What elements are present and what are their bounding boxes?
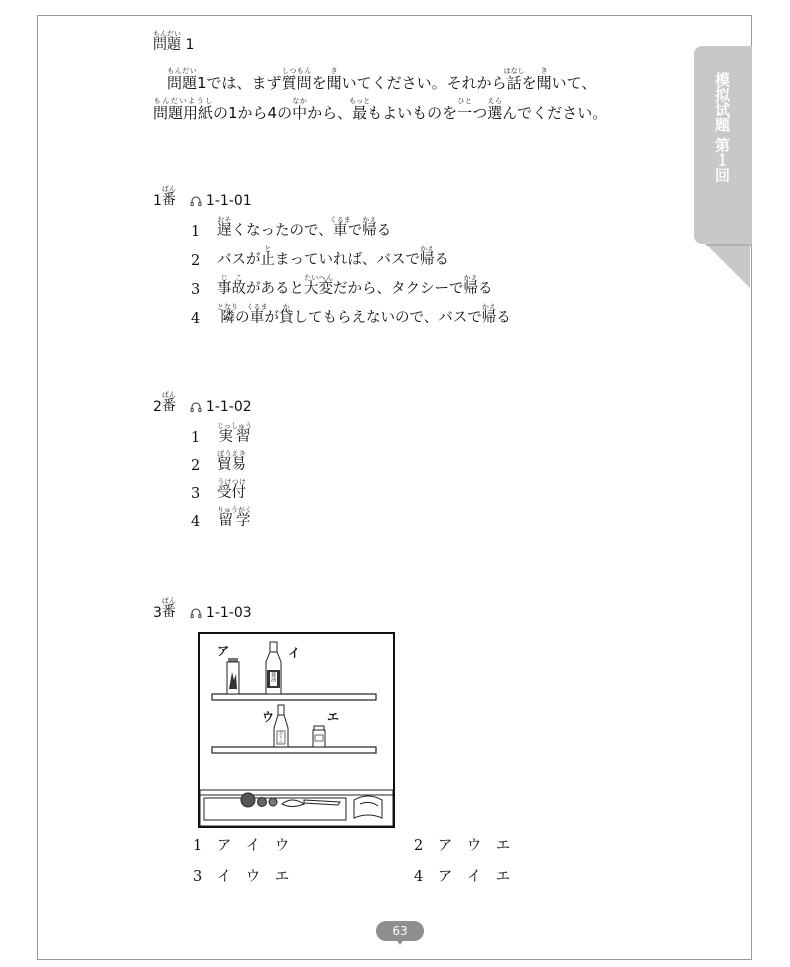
choice-item[interactable] <box>191 240 511 269</box>
ruby-word: 隣となり <box>217 303 238 326</box>
text-segment: まっていれば、バスで <box>275 252 420 268</box>
question-1-header <box>153 185 252 209</box>
choice-text <box>217 303 511 327</box>
choice-item[interactable] <box>191 446 252 474</box>
text-segment: から、 <box>307 104 353 122</box>
choice-item[interactable] <box>191 474 252 502</box>
text-segment: つ <box>472 104 488 122</box>
text-segment: んでください。 <box>502 104 608 122</box>
ruby-word: 選えら <box>487 97 503 122</box>
label-i: イ <box>288 646 301 660</box>
page-number-tail <box>396 939 404 945</box>
bottle-i-label: 醤油 <box>270 672 276 682</box>
ruby-word: 最もっと <box>349 97 371 122</box>
option-4[interactable]: 4 ア イ エ <box>414 869 511 885</box>
ruby-word: 帰かえ <box>481 303 497 326</box>
option-2[interactable]: 2 ア ウ エ <box>414 838 511 854</box>
text-segment: だから、タクシーで <box>333 281 464 297</box>
vegetable-slice <box>241 793 255 807</box>
question-2-choices <box>191 418 252 530</box>
text-segment: くなったので、 <box>231 223 333 239</box>
headphone-icon <box>190 195 202 207</box>
audio-track[interactable] <box>190 193 252 209</box>
ban-ruby: 番ばん <box>161 391 176 414</box>
text-segment: の1から4の <box>213 104 293 122</box>
choice-item[interactable] <box>191 418 252 446</box>
ruby-word: 一ひと <box>457 97 473 122</box>
ruby-word: 受付うけつけ <box>217 478 246 501</box>
choice-item[interactable] <box>191 298 511 327</box>
question-2-header <box>153 391 252 415</box>
choice-number: 4 <box>191 514 201 530</box>
heading-ruby: 問題もんだい <box>153 30 181 53</box>
question-number: 3 <box>153 605 162 621</box>
ruby-word: 問題用紙もんだいようし <box>153 97 214 122</box>
ruby-word: 貸か <box>279 303 294 326</box>
ruby-word: 遅おそ <box>217 216 232 239</box>
track-id: 1-1-03 <box>205 605 252 621</box>
ruby-word: 中なか <box>292 97 308 122</box>
bottle-u-label: みりん <box>279 731 284 743</box>
text-segment: があると <box>246 281 304 297</box>
text-segment: もよいものを <box>367 104 458 122</box>
text-segment: る <box>478 281 493 297</box>
side-tab-label: 模拟试题 第１回 <box>713 72 731 183</box>
bottle-a <box>227 658 239 694</box>
choice-text <box>217 274 493 298</box>
text-segment: してもらえないので、バスで <box>293 310 482 326</box>
text-segment: 1では、まず <box>197 74 282 92</box>
text-segment: バスが <box>217 252 261 268</box>
ruby-word: 実習じっしゅう <box>217 422 252 445</box>
choice-text <box>217 506 252 530</box>
headphone-icon <box>190 401 202 413</box>
track-id: 1-1-02 <box>205 399 252 415</box>
choice-number: 3 <box>191 486 201 502</box>
choice-number: 2 <box>191 458 201 474</box>
text-segment: の <box>235 310 250 326</box>
ruby-word: 帰かえ <box>420 245 435 268</box>
ruby-word: 車くるま <box>329 216 351 239</box>
text-segment: る <box>496 310 511 326</box>
choice-number: 1 <box>191 430 201 446</box>
ruby-word: 聞き <box>326 67 342 92</box>
choice-text <box>217 245 449 269</box>
choice-item[interactable] <box>191 211 511 240</box>
choice-text <box>217 478 246 502</box>
ruby-word: 聞き <box>536 67 552 92</box>
ban-ruby: 番ばん <box>161 597 176 620</box>
question-3-header <box>153 597 252 621</box>
question-number: 1 <box>153 193 162 209</box>
instructions-line-1 <box>153 67 698 97</box>
cloth <box>354 796 382 818</box>
ruby-word: 車くるま <box>246 303 268 326</box>
text-segment: を <box>521 74 537 92</box>
choice-text <box>217 216 391 240</box>
instructions-line-2 <box>153 97 698 127</box>
ruby-word: 止と <box>260 245 275 268</box>
choice-item[interactable] <box>191 502 252 530</box>
text-segment: を <box>311 74 327 92</box>
choice-number: 1 <box>191 224 201 240</box>
section-heading <box>153 30 194 54</box>
text-segment: で <box>347 223 363 239</box>
ban-ruby: 番ばん <box>161 185 176 208</box>
jar-e <box>313 726 325 747</box>
text-segment: が <box>264 310 279 326</box>
text-segment: いてください。それから <box>341 74 507 92</box>
ruby-word: 帰かえ <box>362 216 377 239</box>
question-1-choices <box>191 211 511 327</box>
choice-item[interactable] <box>191 269 511 298</box>
label-u: ウ <box>262 710 275 724</box>
ruby-word: 貿易ぼうえき <box>217 450 246 473</box>
text-segment: る <box>434 252 449 268</box>
question-number: 2 <box>153 399 162 415</box>
ruby-word: 問題もんだい <box>167 67 198 92</box>
track-id: 1-1-01 <box>205 193 252 209</box>
bottle-i <box>266 642 281 694</box>
instructions <box>153 67 698 127</box>
ruby-word: 留学りゅうがく <box>217 506 252 529</box>
option-3[interactable]: 3 イ ウ エ <box>193 869 290 885</box>
label-a: ア <box>217 644 230 658</box>
choice-number: 2 <box>191 253 201 269</box>
ruby-word: 帰かえ <box>463 274 478 297</box>
side-tab-fold <box>706 244 750 288</box>
side-tab-fold-shade <box>706 244 752 246</box>
upper-shelf <box>212 694 376 700</box>
text-segment: る <box>376 223 392 239</box>
ruby-word: 大変たいへん <box>304 274 333 297</box>
text-segment: いて、 <box>551 74 597 92</box>
audio-track[interactable] <box>190 399 252 415</box>
kitchen-shelf-illustration <box>198 632 395 828</box>
audio-track[interactable] <box>190 605 252 621</box>
ruby-word: 事故じこ <box>217 274 246 297</box>
choice-text <box>217 422 252 446</box>
choice-number: 3 <box>191 282 201 298</box>
label-e: エ <box>327 710 340 724</box>
page-number: 63 <box>376 921 424 941</box>
headphone-icon <box>190 607 202 619</box>
shelf-drawing <box>200 634 393 826</box>
heading-number: 1 <box>185 37 195 53</box>
choice-number: 4 <box>191 311 201 327</box>
middle-shelf <box>212 747 376 753</box>
choice-text <box>217 450 246 474</box>
ruby-word: 質問しつもん <box>281 67 312 92</box>
ruby-word: 話はなし <box>503 67 525 92</box>
option-1[interactable]: 1 ア イ ウ <box>193 838 290 854</box>
